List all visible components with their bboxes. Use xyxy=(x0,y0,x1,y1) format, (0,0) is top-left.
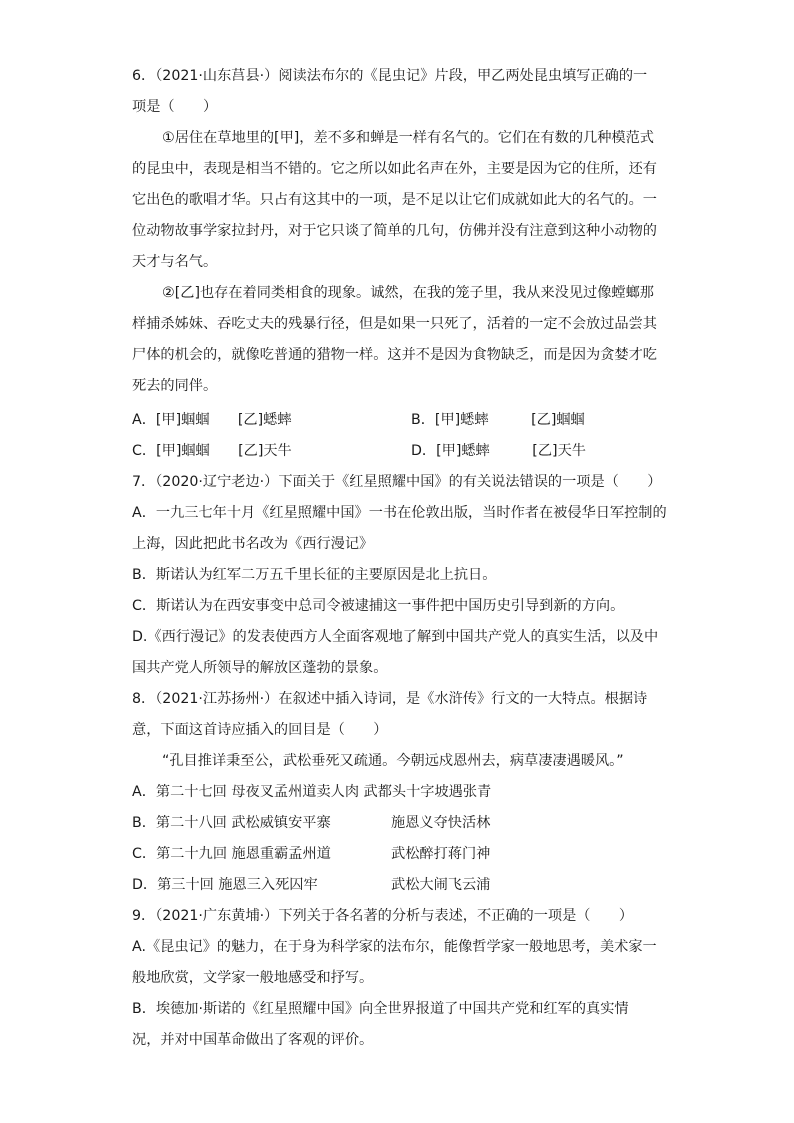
q8-option-b[interactable]: B．第二十八回 武松威镇安平寨 xyxy=(132,815,331,831)
q8-option-c-second: 武松醉打蒋门神 xyxy=(391,846,491,862)
q8-option-c[interactable]: C．第二十九回 施恩重霸孟州道 xyxy=(132,846,331,862)
q6-passage-1-line: ①居住在草地里的[甲]，差不多和蝉是一样有名气的。它们在有数的几种模范式 xyxy=(162,130,654,146)
q9-option-a[interactable]: A.《昆虫记》的魅力，在于身为科学家的法布尔，能像哲学家一般地思考，美术家一 xyxy=(132,939,657,955)
q8-option-d-second: 武松大闹飞云浦 xyxy=(391,877,491,893)
q6-option-c[interactable]: C．[甲]蝈蝈 [乙]天牛 xyxy=(132,443,292,459)
q6-passage-2-line: 样捕杀姊妹、吞吃丈夫的残暴行径，但是如果一只死了，活着的一定不会放过品尝其 xyxy=(132,316,657,332)
q6-passage-2-line: 死去的同伴。 xyxy=(132,378,218,394)
q7-option-a-cont: 上海，因此把此书名改为《西行漫记》 xyxy=(132,536,374,552)
q9-option-b-cont: 况，并对中国革命做出了客观的评价。 xyxy=(132,1032,374,1048)
q9-option-b[interactable]: B．埃德加·斯诺的《红星照耀中国》向全世界报道了中国共产党和红军的真实情 xyxy=(132,1001,629,1017)
q8-option-b-second: 施恩义夺快活林 xyxy=(391,815,491,831)
q8-option-d[interactable]: D．第三十回 施恩三入死囚牢 xyxy=(132,877,318,893)
q7-option-d[interactable]: D.《西行漫记》的发表使西方人全面客观地了解到中国共产党人的真实生活，以及中 xyxy=(132,629,659,645)
question-6-stem-cont: 项是（ ） xyxy=(132,99,218,115)
q7-option-a[interactable]: A．一九三七年十月《红星照耀中国》一书在伦敦出版，当时作者在被侵华日军控制的 xyxy=(132,505,667,521)
q6-option-d[interactable]: D．[甲]蟋蟀 [乙]天牛 xyxy=(411,443,586,459)
q9-option-a-cont: 般地欣赏，文学家一般地感受和抒写。 xyxy=(132,970,374,986)
q6-option-a[interactable]: A．[甲]蝈蝈 [乙]蟋蟀 xyxy=(132,412,292,428)
q7-option-c[interactable]: C．斯诺认为在西安事变中总司令被逮捕这一事件把中国历史引导到新的方向。 xyxy=(132,598,625,614)
q6-option-b[interactable]: B．[甲]蟋蟀 [乙]蝈蝈 xyxy=(411,412,585,428)
question-8-stem: 8．（2021·江苏扬州·）在叙述中插入诗词，是《水浒传》行文的一大特点。根据诗 xyxy=(132,691,648,707)
q6-passage-1-line: 位动物故事学家拉封丹，对于它只谈了简单的几句，仿佛并没有注意到这种小动物的 xyxy=(132,223,657,239)
q6-passage-1-line: 天才与名气。 xyxy=(132,254,218,270)
question-8-stem-cont: 意，下面这首诗应插入的回目是（ ） xyxy=(132,722,388,738)
q7-option-b[interactable]: B．斯诺认为红军二万五千里长征的主要原因是北上抗日。 xyxy=(132,567,497,583)
q7-option-d-cont: 国共产党人所领导的解放区蓬勃的景象。 xyxy=(132,660,388,676)
question-9-stem: 9．（2021·广东黄埔·）下列关于各名著的分析与表述，不正确的一项是（ ） xyxy=(132,908,634,924)
q6-passage-1-line: 它出色的歌唱才华。只占有这其中的一项，是不足以让它们成就如此大的名气的。一 xyxy=(132,192,657,208)
question-7-stem: 7．（2020·辽宁老边·）下面关于《红星照耀中国》的有关说法错误的一项是（ ） xyxy=(132,474,662,490)
q6-passage-2-line: 尸体的机会的，就像吃普通的猎物一样。这并不是因为食物缺乏，而是因为贪婪才吃 xyxy=(132,347,657,363)
question-6-stem: 6．（2021·山东莒县·）阅读法布尔的《昆虫记》片段，甲乙两处昆虫填写正确的一 xyxy=(132,68,648,84)
q6-passage-2-line: ②[乙]也存在着同类相食的现象。诚然，在我的笼子里，我从来没见过像螳螂那 xyxy=(162,285,654,301)
q8-option-a[interactable]: A．第二十七回 母夜叉孟州道卖人肉 武都头十字坡遇张青 xyxy=(132,784,492,800)
q6-passage-1-line: 的昆虫中，表现是相当不错的。它之所以如此名声在外，主要是因为它的住所，还有 xyxy=(132,161,657,177)
q8-poem: “孔目推详秉至公，武松垂死又疏通。今朝远戍恩州去，病草凄凄遇暖风。” xyxy=(162,753,624,769)
